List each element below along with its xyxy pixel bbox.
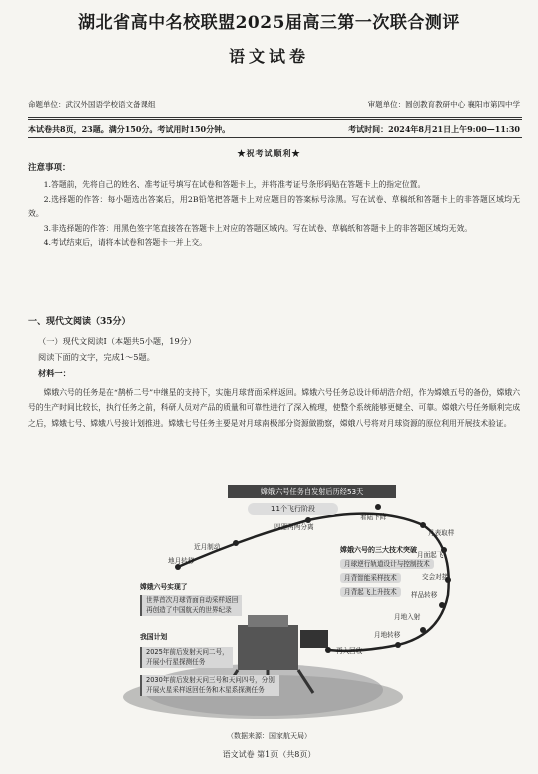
meta-row-exam (28, 124, 520, 135)
plan-title: 我国计划 (140, 633, 168, 641)
meta-row-units (28, 99, 520, 110)
stage-label: 月面起飞 (417, 551, 444, 559)
exam-title: 湖北省高中名校联盟2025届高三第一次联合测评 (78, 13, 460, 33)
notes-title: 注意事项： (28, 163, 71, 173)
stage-node (420, 522, 426, 528)
proposer-unit: 命题单位：武汉外国语学校语文备课组 (28, 100, 156, 109)
infographic-banner: 嫦娥六号任务自发射后历经53天 (228, 485, 396, 498)
stage-node (395, 642, 401, 648)
note-item: 3.非选择题的作答：用黑色签字笔直接答在答题卡上对应的答题区域内。写在试卷、草稿纸和答题卡上的非答题区域均无效。 (43, 223, 473, 233)
stage-node (375, 504, 381, 510)
section-title: 一、现代文阅读（35分） (28, 317, 131, 327)
solar-panel (300, 630, 328, 648)
tech-item: 月球逆行轨道设计与控制技术 (340, 559, 434, 569)
stage-label: 月地入射 (394, 613, 421, 621)
stage-label: 样品转移 (411, 591, 438, 599)
stage-label: 地月转移 (168, 557, 195, 565)
lander-body (238, 625, 298, 670)
plan-box: 2025年前后发射天问二号， 开展小行星探测任务 (140, 647, 233, 668)
material-label: 材料一： (38, 368, 71, 378)
exam-time: 考试时间：2024年8月21日上午9:00—11:30 (348, 124, 520, 134)
divider-top (28, 117, 522, 118)
divider-top-second (28, 119, 522, 120)
reading-instruction: 阅读下面的文字，完成1～5题。 (38, 352, 155, 362)
note-item: 4.考试结束后，请将本试卷和答题卡一并上交。 (43, 238, 207, 248)
data-source: （数据来源：国家航天局） (227, 732, 311, 740)
subsection-title: （一）现代文阅读Ⅰ（本题共5小题，19分） (38, 336, 197, 346)
good-luck-line: ★祝考试顺利★ (237, 148, 301, 158)
stage-label: 四器两两分离 (274, 523, 314, 531)
flight-phase-label: 11个飞行阶段 (248, 503, 338, 515)
stage-label: 交会对接 (422, 573, 449, 581)
ascender-module (248, 615, 288, 627)
tech-breakthrough-title: 嫦娥六号的三大技术突破 (340, 546, 417, 554)
subject-title: 语文试卷 (228, 47, 309, 66)
plan-box: 2030年前后发射天问三号和天问四号，分别 开展火星采样返回任务和木星系探测任务 (140, 675, 279, 696)
note-item: 2.选择题的作答：每小题选出答案后，用2B铅笔把答题卡上对应题目的答案标号涂黑。写在试卷、草稿纸和答题卡上的非答题区域均无效。 (28, 194, 520, 219)
achievement-box: 世界首次月球背面自动采样返回 再创造了中国航天的世界纪录 (140, 595, 242, 616)
tech-item: 月背智能采样技术 (340, 573, 401, 583)
exam-info: 本试卷共8页，23题。满分150分。考试用时150分钟。 (28, 124, 231, 134)
page-footer: 语文试卷 第1页（共8页） (222, 750, 316, 759)
mission-infographic (78, 485, 462, 725)
reviewer-unit: 审题单位：圆创教育教研中心 襄阳市第四中学 (367, 100, 520, 109)
achievement-title: 嫦娥六号实现了 (140, 583, 188, 591)
material-paragraph: 嫦娥六号的任务是在“鹊桥二号”中继星的支持下，实施月球背面采样返回。嫦娥六号任务总设计师胡浩介绍，作为嫦娥五号的备份，嫦娥六号的生产时间比较长，执行任务之前，科研人员对产品的质量和可靠性进行了深入梳理，使整个系统能够更健全、可靠。嫦娥六号任务顺利完成之后，嫦娥七号、嫦娥八号接计划推进。嫦娥七号任务主要是对月球南极部分资源做勘察，嫦娥八号将对月球资源的原位利用开展技术验证。 (28, 388, 520, 428)
stage-label: 着陆下降 (360, 513, 387, 521)
stage-label: 近月制动 (194, 543, 221, 551)
tech-item: 月背起飞上升技术 (340, 587, 401, 597)
stage-node (325, 647, 331, 653)
stage-node (439, 602, 445, 608)
stage-node (233, 540, 239, 546)
stage-label: 再入回收 (336, 647, 363, 655)
note-item: 1.答题前，先将自己的姓名、准考证号填写在试卷和答题卡上，并将准考证号条形码贴在答题卡上的指定位置。 (43, 180, 426, 189)
divider-bottom (28, 137, 522, 138)
notes-list (28, 178, 520, 251)
stage-label: 月表取样 (428, 529, 455, 537)
material-text-block (28, 385, 520, 431)
stage-label: 月地转移 (374, 631, 401, 639)
stage-node (420, 627, 426, 633)
